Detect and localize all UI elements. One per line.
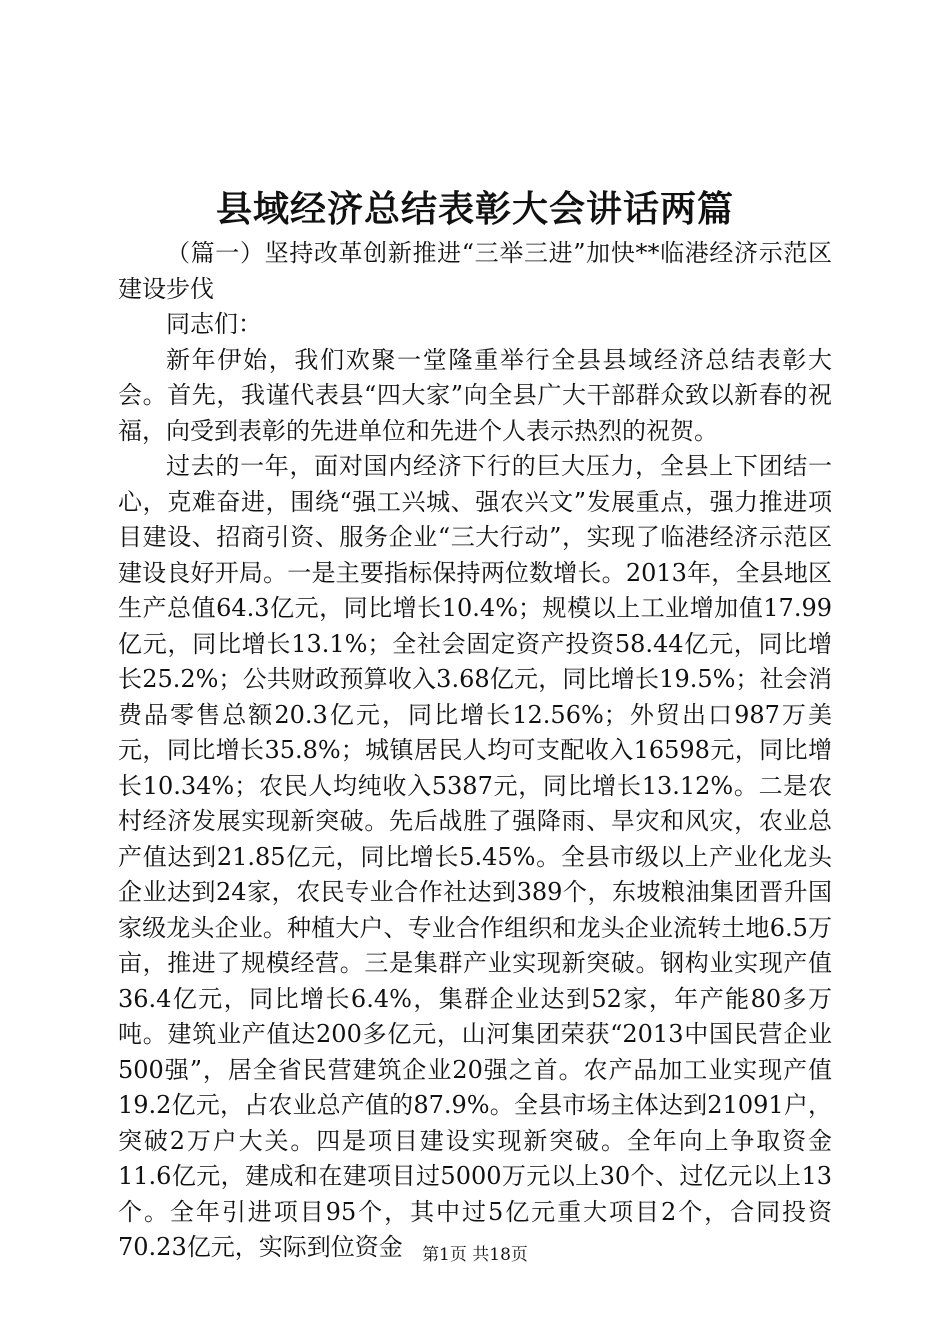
page-number: 第1页 共18页 [422,1245,528,1265]
body-paragraph: 过去的一年，面对国内经济下行的巨大压力，全县上下团结一心，克难奋进，围绕“强工兴城、强农兴文”发展重点，强力推进项目建设、招商引资、服务企业“三大行动”，实现了临港经济示范区建设良好开局。一是主要指标保持两位数增长。2013年，全县地区生产总值64.3亿元，同比增长10.4%；规模以上工业增加值17.99亿元，同比增长13.1%；全社会固定资产投资58.44亿元，同比增长25.2%；公共财政预算收入3.68亿元，同比增长19.5%；社会消费品零售总额20.3亿元，同比增长12.56%；外贸出口987万美元，同比增长35.8%；城镇居民人均可支配收入16598元，同比增长10.34%；农民人均纯收入5387元，同比增长13.12%。二是农村经济发展实现新突破。先后战胜了强降雨、旱灾和风灾，农业总产值达到21.85亿元，同比增长5.45%。全县市级以上产业化龙头企业达到24家，农民专业合作社达到389个，东坡粮油集团晋升国家级龙头企业。种植大户、专业合作组织和龙头企业流转土地6.5万亩，推进了规模经营。三是集群产业实现新突破。钢构业实现产值36.4亿元，同比增长6.4%，集群企业达到52家，年产能80多万吨。建筑业产值达200多亿元，山河集团荣获“2013中国民营企业500强”，居全省民营建筑企业20强之首。农产品加工业实现产值19.2亿元，占农业总产值的87.9%。全县市场主体达到21091户，突破2万户大关。四是项目建设实现新突破。全年向上争取资金11.6亿元，建成和在建项目过5000万元以上30个、过亿元以上13个。全年引进项目95个，其中过5亿元重大项目2个，合同投资70.23亿元，实际到位资金 [118,452,832,1261]
salutation: 同志们： [166,310,262,338]
document-title: 县域经济总结表彰大会讲话两篇 [215,188,734,230]
body-paragraph: 新年伊始，我们欢聚一堂隆重举行全县县域经济总结表彰大会。首先，我谨代表县“四大家”向全县广大干部群众致以新春的祝福，向受到表彰的先进单位和先进个人表示热烈的祝贺。 [118,345,832,445]
document-body [118,236,832,1266]
section-heading: （篇一）坚持改革创新推进“三举三进”加快**临港经济示范区建设步伐 [118,239,832,303]
